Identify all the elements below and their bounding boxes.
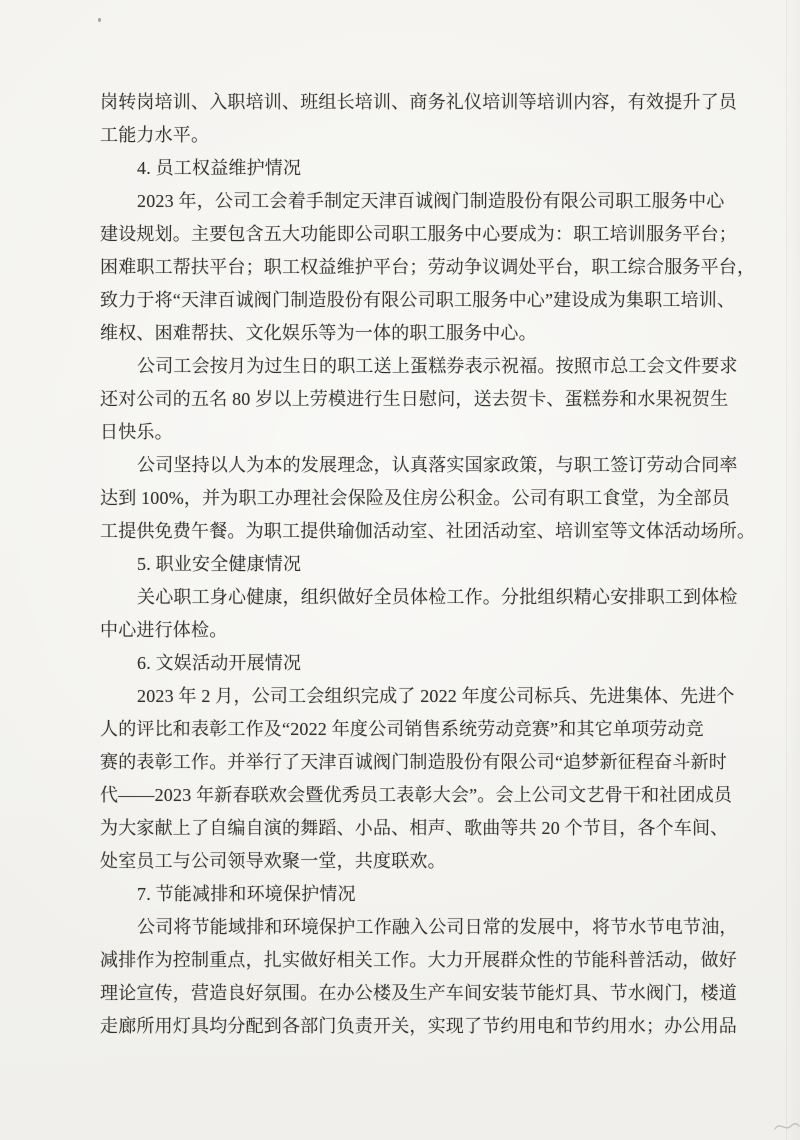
text-line: 维权、困难帮扶、文化娱乐等为一体的职工服务中心。 xyxy=(100,323,537,343)
section-heading: 5. 职业安全健康情况 xyxy=(137,554,302,574)
text-line: 走廊所用灯具均分配到各部门负责开关，实现了节约用电和节约用水；办公用品 xyxy=(100,1016,737,1036)
text-line: 中心进行体检。 xyxy=(100,620,228,640)
text-line: 关心职工身心健康，组织做好全员体检工作。分批组织精心安排职工到体检 xyxy=(137,587,738,607)
scan-speck xyxy=(98,18,101,22)
text-line: 日快乐。 xyxy=(100,422,173,442)
text-line: 2023 年 2 月，公司工会组织完成了 2022 年度公司标兵、先进集体、先进个 xyxy=(137,686,735,706)
text-line: 困难职工帮扶平台；职工权益维护平台；劳动争议调处平台，职工综合服务平台， xyxy=(100,257,756,277)
text-line: 赛的表彰工作。并举行了天津百诚阀门制造股份有限公司“追梦新征程奋斗新时 xyxy=(100,752,727,772)
scan-corner-squiggle-mark xyxy=(774,1118,800,1134)
text-line: 理论宣传，营造良好氛围。在办公楼及生产车间安装节能灯具、节水阀门，楼道 xyxy=(100,983,737,1003)
text-line: 公司将节能域排和环境保护工作融入公司日常的发展中，将节水节电节油， xyxy=(137,917,738,937)
section-heading: 6. 文娱活动开展情况 xyxy=(137,653,302,673)
text-line: 工能力水平。 xyxy=(100,125,210,145)
text-line: 减排作为控制重点，扎实做好相关工作。大力开展群众性的节能科普活动，做好 xyxy=(100,950,737,970)
text-line: 建设规划。主要包含五大功能即公司职工服务中心要成为：职工培训服务平台； xyxy=(100,224,737,244)
section-heading: 4. 员工权益维护情况 xyxy=(137,158,302,178)
text-line: 处室员工与公司领导欢聚一堂，共度联欢。 xyxy=(100,851,446,871)
text-line: 岗转岗培训、入职培训、班组长培训、商务礼仪培训等培训内容，有效提升了员 xyxy=(100,92,737,112)
text-line: 为大家献上了自编自演的舞蹈、小品、相声、歌曲等共 20 个节目，各个车间、 xyxy=(100,818,729,838)
text-line: 公司坚持以人为本的发展理念，认真落实国家政策，与职工签订劳动合同率 xyxy=(137,455,738,475)
text-line: 还对公司的五名 80 岁以上劳模进行生日慰问，送去贺卡、蛋糕券和水果祝贺生 xyxy=(100,389,729,409)
section-heading: 7. 节能减排和环境保护情况 xyxy=(137,884,356,904)
scan-edge-shade xyxy=(786,0,800,1140)
text-line: 公司工会按月为过生日的职工送上蛋糕券表示祝福。按照市总工会文件要求 xyxy=(137,356,738,376)
text-line: 致力于将“天津百诚阀门制造股份有限公司职工服务中心”建设成为集职工培训、 xyxy=(100,290,736,310)
text-line: 代——2023 年新春联欢会暨优秀员工表彰大会”。会上公司文艺骨干和社团成员 xyxy=(100,785,733,805)
scan-edge-line xyxy=(786,0,787,1140)
text-line: 人的评比和表彰工作及“2022 年度公司销售系统劳动竞赛”和其它单项劳动竞 xyxy=(100,719,704,739)
text-block xyxy=(100,86,756,1043)
text-line: 工提供免费午餐。为职工提供瑜伽活动室、社团活动室、培训室等文体活动场所。 xyxy=(100,521,756,541)
text-line: 达到 100%，并为职工办理社会保险及住房公积金。公司有职工食堂，为全部员 xyxy=(100,488,730,508)
text-line: 2023 年，公司工会着手制定天津百诚阀门制造股份有限公司职工服务中心 xyxy=(137,191,725,211)
